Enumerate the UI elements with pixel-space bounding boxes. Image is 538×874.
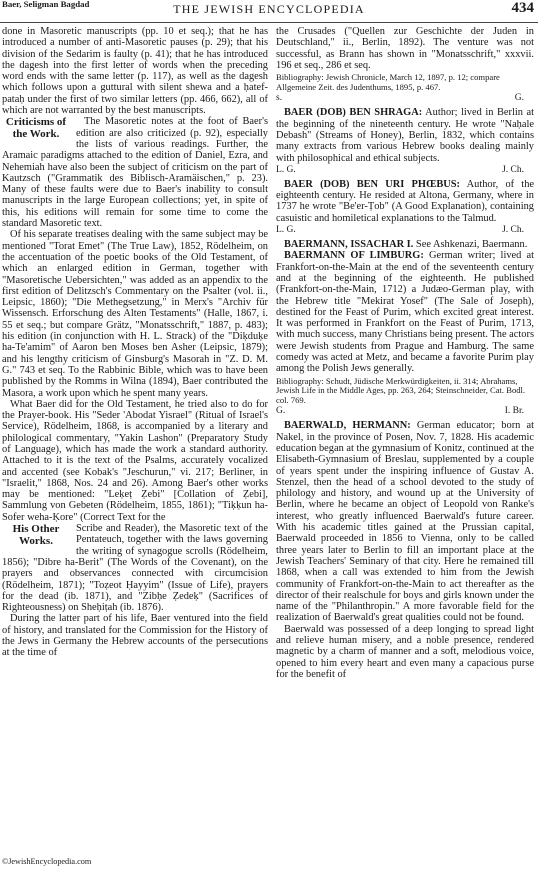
signature-right: J. Ch.: [502, 164, 524, 175]
page-header: [0, 0, 538, 24]
entry-baermann-issachar: [276, 239, 534, 250]
paragraph: What Baer did for the Old Testament, he tried also to do for the Prayer-book. His "Seder 'Abodat Yisrael" (Ritual of Israel's Service), Rödelheim, 1868, is accompanied by a literary and philological commentary, "Yakin Lashon" (Preparatory Study of Language), which has made the work a standard authority. Attached to it is the text of the Psalms, accurately vocalized and accented (see Kobak's "Jeschurun," vi. 217; Berliner, in "Israelit," 1868, Nos. 24 and 26). Among Baer's other works may be mentioned: "Leḳeṭ Ẓebi" [Collation of Ẓebi], Sammlung von Gebeten (Rödelheim, 1855, 1861); "Tiḳḳun ha-Sofer weha-Ḳore" (Correct Text for the: [2, 398, 268, 523]
side-note-other-works: His Other Works.: [12, 523, 60, 548]
entry-baerwald-hermann: [276, 420, 534, 623]
left-column: [2, 26, 268, 659]
entry-text: Author, of the eighteenth century. He resided at Altona, Germany, where in 1737 he wrote "Be'er-Ṭob" (A Good Explanation), containing casuistic and homiletical explanations to the Talmud.: [276, 178, 535, 224]
page-number: 434: [511, 0, 534, 16]
header-rule: [0, 22, 538, 23]
entry-baer-dob-ben-shraga: [276, 107, 534, 163]
signature-line: [276, 165, 534, 176]
publication-title: THE JEWISH ENCYCLOPEDIA: [173, 2, 365, 16]
running-head: Baer, Seligman Bagdad: [2, 0, 90, 9]
signature-line: [276, 225, 534, 236]
signature-left: G.: [276, 406, 286, 417]
entry-baer-dob-ben-uri: [276, 179, 534, 224]
signature-line: [276, 93, 534, 104]
copyright-footer: ©JewishEncyclopedia.com: [2, 857, 92, 866]
signature-right: G.: [514, 93, 524, 104]
entry-heading: BAERMANN OF LIMBURG:: [284, 250, 424, 262]
signature-line: [276, 406, 534, 417]
signature-right: J. Ch.: [502, 225, 524, 236]
entry-heading: BAER (DOB) BEN URI PHŒBUS:: [284, 178, 461, 190]
signature-left: s.: [276, 93, 283, 104]
paragraph: done in Masoretic manuscripts (pp. 10 et seq.); that he has introduced a number of anti-Masoretic pauses (p. 29); that his division of the Sedarim is faulty (p. 41); that he has introduced the dagesh into the first letter of words when the preceding word ends with the same letter (p. 117), as well as the dagesh which follows upon a guttural with silent shewa and a ḥatef-pataḥ under the first of two similar letters (pp. 466, 662), all of which are not warranted by the best manuscripts.: [2, 26, 268, 117]
paragraph: During the latter part of his life, Baer ventured into the field of history, and translated for the Commission for the History of the Jews in Germany the Hebrew accounts of the persecutions at the time of: [2, 613, 268, 659]
entry-baermann-of-limburg: [276, 250, 534, 374]
side-note-criticisms: Criticisms of the Work.: [5, 116, 67, 141]
entry-heading: BAERMANN, ISSACHAR I.: [284, 239, 414, 251]
signature-left: L. G.: [276, 164, 296, 175]
entry-text: German writer; lived at Frankfort-on-the-Main at the end of the seventeenth century and at the beginning of the eighteenth. He published (Frankfort-on-the-Main, 1712) a Judæo-German play, with the Hebrew title "Mekirat Yosef" (The Sale of Joseph), destined for the Feast of Purim, which excited great interest. It was performed in Frankfort on the Feast of Purim, 1713, with much success, many Christians being present. The actors were Jewish students from Prague and Hamburg. The same comedy was acted at Metz, and became a favorite Purim play among the Polish Jews generally.: [276, 250, 535, 375]
entry-heading: BAERWALD, HERMANN:: [284, 420, 411, 432]
right-column: [276, 26, 534, 680]
bibliography: Bibliography: Schudt, Jüdische Merkwürdigkeiten, ii. 314; Abrahams, Jewish Life in the Middle Ages, pp. 263, 264; Steinschneider, Cat. Bodl. col. 769.: [276, 375, 526, 405]
bibliography: Bibliography: Jewish Chronicle, March 12, 1897, p. 12; compare Allgemeine Zeit. des Judenthums, 1895, p. 467.: [276, 72, 500, 92]
entry-text: See Ashkenazi, Baermann.: [413, 239, 528, 251]
paragraph: Scribe and Reader), the Masoretic text of the Pentateuch, together with the laws governing the writing of synagogue scrolls (Rödelheim, 1856); "Dibre ha-Berit" (The Words of the Covenant), on the prayers and observances connected with circumcision (Rödelheim, 1871); "Toẓeot Ḥayyim" (Issue of Life), prayers for the dead (ib. 1871), and "Zibḥe Ẓedeḳ" (Sacrifices of Righteousness) on Sheḥiṭah (ib. 1876).: [2, 523, 268, 614]
signature-left: L. G.: [276, 225, 296, 236]
entry-heading: BAER (DOB) BEN SHRAGA:: [284, 107, 423, 119]
signature-right: I. Br.: [504, 406, 524, 417]
paragraph: The Masoretic notes at the foot of Baer's edition are also criticized (p. 92), especially the lists of various readings. Further, the Aramaic paradigms attached to the edition of Daniel, Ezra, and Nehemiah have also been the subject of criticism on the part of Kautzsch ("Grammatik des Biblisch-Aramäischen," p. 23). Many of these faults were due to Baer's inability to consult manuscripts in the large European collections; yet, in spite of this, his editions will remain for some time to come the standard Masoretic text.: [2, 116, 268, 230]
entry-text: Author; lived in Berlin at the beginning of the nineteenth century. He wrote "Naḥale Debash" (Streams of Honey), Berlin, 1832, which contains many extracts from various Hebrew books dealing mainly with philosophical and ethical subjects.: [276, 107, 534, 164]
paragraph: Of his separate treatises dealing with the same subject may be mentioned "Torat Emet" (The True Law), 1852, Rödelheim, on the accentuation of the poetic books of the Old Testament, of which an enlarged edition in German, together with "Masoretische Uebersichten," was added as an appendix to the first edition of Delitzsch's Commentary on the Psalter (vol. ii., Leipsic, 1860); "Die Methegsetzung," in Merx's "Archiv für Wissensch. Erforschung des Alten Testaments" (Halle, 1867, i. 55 et seq.; but compare Grätz, "Monatsschrift," 1887, p. 483); his edition (in conjunction with H. L. Strack) of the "Diḳduḳe ha-Te'amim" of Aaron ben Moses ben Asher (Leipsic, 1879); and his lengthy criticism of Ginsburg's Masorah in "Z. D. M. G." 743 et seq. To the Rabbinic Bible, which was to have been published by the Romms in Wilna (1894), Baer contributed the Masora, a work upon which he spent many years.: [2, 229, 268, 399]
entry-text: German educator; born at Nakel, in the province of Posen, Nov. 7, 1828. His academic education began at the gymnasium of Konitz, continued at the Elisabeth-Gymnasium of Breslau, supplemented by a couple of years spent under the inspiring influence of Gustav A. Stenzel, then the head of a school devoted to the study of philology and history, and wound up at the University of Berlin, where he became an object of Leopold von Ranke's interest, who greatly influenced Baerwald's future career. With his academic titles gained at the Prussian capital, Baerwald proceeded in 1856 to Vienna, only to be called three years later to Berlin to fill an important place at the Jewish Teachers' Seminary of that city. Here he remained till 1868, when a call was extended to him from the Jewish community of Frankfort-on-the-Main to act thereafter as the director of their realschule for boys and girls known under the name of the "Philanthropin." A more favorable field for the realization of Baerwald's great qualities could not be found.: [276, 420, 535, 624]
paragraph: the Crusades ("Quellen zur Geschichte der Juden in Deutschland," ii., Berlin, 1892). The venture was not successful, as Brann has shown in "Monatsschrift," xxxvii. 196 et seq., 286 et seq.: [276, 26, 534, 71]
paragraph: Baerwald was possessed of a deep longing to spread light and relieve human misery, and a noble presence, rendered magnetic by a charm of manner and a soft, melodious voice, opened to him every heart and even many a capacious purse for the benefit of: [276, 623, 534, 680]
